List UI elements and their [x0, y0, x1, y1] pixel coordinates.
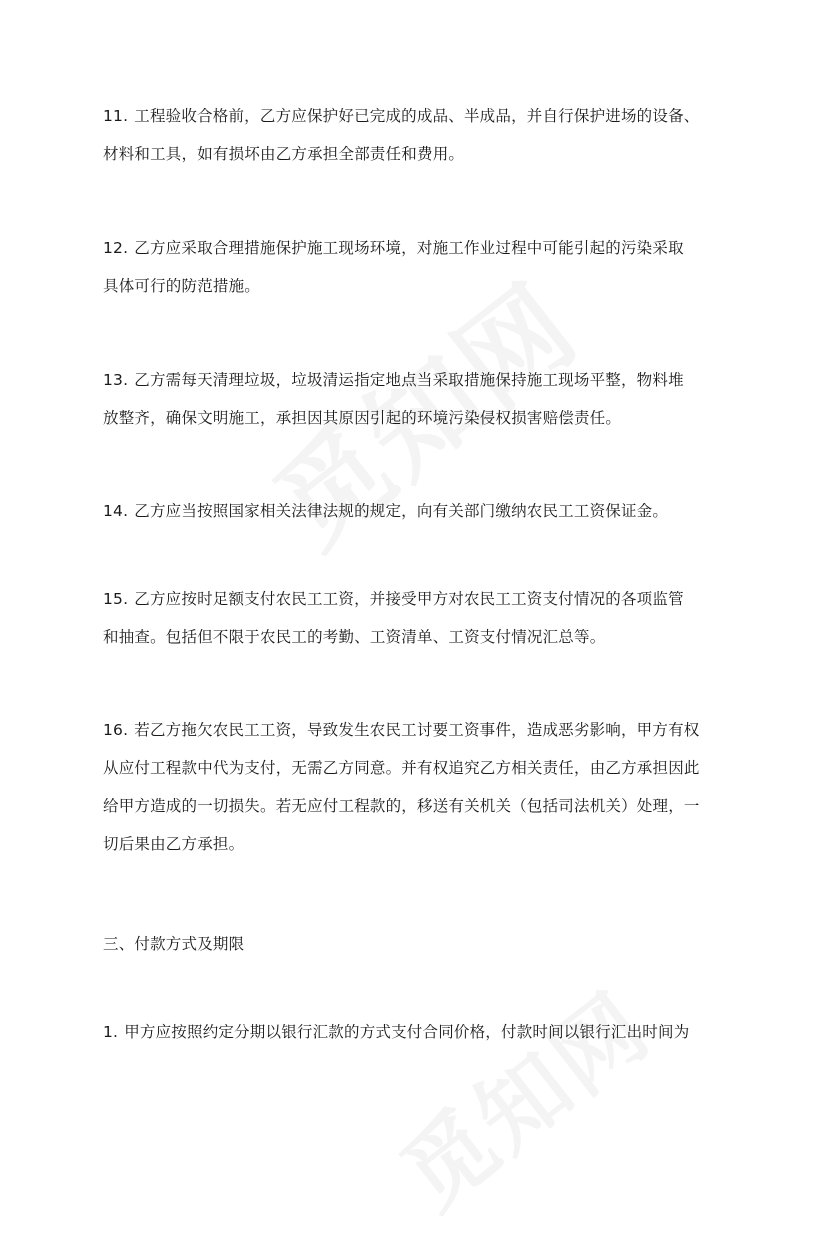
clause-text: 从应付工程款中代为支付，无需乙方同意。并有权追究乙方相关责任，由乙方承担因此: [103, 759, 700, 777]
clause-text: 乙方应采取合理措施保护施工现场环境，对施工作业过程中可能引起的污染采取: [134, 239, 684, 257]
clause-number: 12.: [103, 239, 129, 257]
clause-11: [103, 97, 733, 173]
clause-number: 1.: [103, 1023, 119, 1041]
clause-text: 材料和工具，如有损坏由乙方承担全部责任和费用。: [103, 145, 465, 163]
clause-12: [103, 229, 733, 305]
clause-text: 乙方应按时足额支付农民工工资，并接受甲方对农民工工资支付情况的各项监管: [134, 590, 684, 608]
clause-text: 和抽查。包括但不限于农民工的考勤、工资清单、工资支付情况汇总等。: [103, 628, 606, 646]
clause-16: [103, 711, 733, 863]
clause-text: 工程验收合格前，乙方应保护好已完成的成品、半成品，并自行保护进场的设备、: [134, 107, 700, 125]
clause-number: 11.: [103, 107, 129, 125]
clause-15: [103, 580, 733, 656]
clause-number: 13.: [103, 371, 129, 389]
clause-text: 放整齐，确保文明施工，承担因其原因引起的环境污染侵权损害赔偿责任。: [103, 409, 622, 427]
clause-text: 乙方应当按照国家相关法律法规的规定，向有关部门缴纳农民工工资保证金。: [134, 502, 669, 520]
clause-text: 若乙方拖欠农民工工资，导致发生农民工讨要工资事件，造成恶劣影响，甲方有权: [134, 721, 700, 739]
clause-number: 15.: [103, 590, 129, 608]
section-heading: [103, 925, 733, 963]
clause-text: 切后果由乙方承担。: [103, 835, 245, 853]
clause-text: 具体可行的防范措施。: [103, 277, 261, 295]
clause-text: 乙方需每天清理垃圾，垃圾清运指定地点当采取措施保持施工现场平整，物料堆: [134, 371, 684, 389]
payment-clause-1: [103, 1013, 733, 1051]
clause-text: 甲方应按照约定分期以银行汇款的方式支付合同价格，付款时间以银行汇出时间为: [124, 1023, 690, 1041]
clause-number: 14.: [103, 502, 129, 520]
watermark: [370, 957, 672, 1233]
section-heading-text: 三、付款方式及期限: [103, 935, 245, 953]
clause-text: 给甲方造成的一切损失。若无应付工程款的，移送有关机关（包括司法机关）处理，一: [103, 797, 700, 815]
clause-14: [103, 492, 733, 530]
clause-13: [103, 361, 733, 437]
clause-number: 16.: [103, 721, 129, 739]
